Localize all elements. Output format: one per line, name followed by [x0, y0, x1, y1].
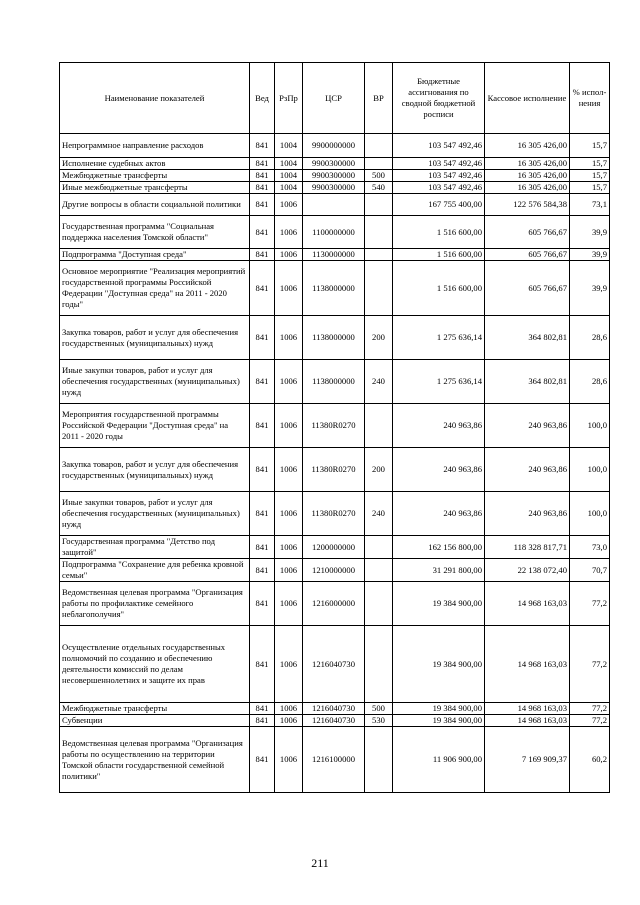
table-row	[60, 182, 610, 194]
page-number: 211	[311, 856, 329, 870]
row-rzpr: 1006	[275, 559, 303, 582]
row-cash-execution: 605 766,67	[485, 216, 570, 249]
row-ved: 841	[250, 582, 275, 626]
row-percent: 73,0	[570, 536, 610, 559]
row-percent: 15,7	[570, 170, 610, 182]
table-row	[60, 582, 610, 626]
row-percent: 100,0	[570, 448, 610, 492]
row-percent: 28,6	[570, 316, 610, 360]
row-assignments: 31 291 800,00	[393, 559, 485, 582]
row-assignments: 1 516 600,00	[393, 261, 485, 316]
row-percent: 39,9	[570, 261, 610, 316]
row-cash-execution: 14 968 163,03	[485, 626, 570, 703]
row-csr: 1216000000	[303, 582, 365, 626]
row-cash-execution: 16 305 426,00	[485, 170, 570, 182]
row-rzpr: 1006	[275, 261, 303, 316]
row-percent: 100,0	[570, 404, 610, 448]
header-rzpr: РзПр	[275, 63, 303, 134]
row-ved: 841	[250, 170, 275, 182]
row-name: Закупка товаров, работ и услуг для обеспечения государственных (муниципальных) нужд	[60, 448, 250, 492]
row-percent: 15,7	[570, 134, 610, 158]
row-cash-execution: 16 305 426,00	[485, 134, 570, 158]
row-name: Государственная программа "Социальная поддержка населения Томской области"	[60, 216, 250, 249]
row-ved: 841	[250, 448, 275, 492]
row-ved: 841	[250, 626, 275, 703]
row-assignments: 19 384 900,00	[393, 703, 485, 715]
row-name: Осуществление отдельных государственных полномочий по созданию и обеспечению деятельности комиссий по делам несовершеннолетних и защите их прав	[60, 626, 250, 703]
row-vr: 530	[365, 715, 393, 727]
row-rzpr: 1004	[275, 158, 303, 170]
row-name: Межбюджетные трансферты	[60, 703, 250, 715]
table-row	[60, 316, 610, 360]
row-ved: 841	[250, 216, 275, 249]
row-ved: 841	[250, 261, 275, 316]
row-name: Иные закупки товаров, работ и услуг для обеспечения государственных (муниципальных) нужд	[60, 360, 250, 404]
header-assignments: Бюджетные ассигнования по сводной бюджетной росписи	[393, 63, 485, 134]
table-row	[60, 216, 610, 249]
table-row	[60, 158, 610, 170]
table-row	[60, 261, 610, 316]
row-assignments: 19 384 900,00	[393, 582, 485, 626]
row-csr: 11380R0270	[303, 404, 365, 448]
row-cash-execution: 14 968 163,03	[485, 582, 570, 626]
row-name: Основное мероприятие "Реализация мероприятий государственной программы Российской Федерации "Доступная среда" на 2011 - 2020 годы"	[60, 261, 250, 316]
row-vr	[365, 261, 393, 316]
row-ved: 841	[250, 703, 275, 715]
row-percent: 77,2	[570, 715, 610, 727]
row-vr: 200	[365, 316, 393, 360]
header-name: Наименование показателей	[60, 63, 250, 134]
row-rzpr: 1004	[275, 134, 303, 158]
row-csr: 1130000000	[303, 249, 365, 261]
row-assignments: 103 547 492,46	[393, 182, 485, 194]
row-name: Субвенции	[60, 715, 250, 727]
row-assignments: 162 156 800,00	[393, 536, 485, 559]
row-assignments: 1 516 600,00	[393, 216, 485, 249]
row-rzpr: 1006	[275, 249, 303, 261]
row-vr	[365, 536, 393, 559]
row-assignments: 1 275 636,14	[393, 360, 485, 404]
row-percent: 60,2	[570, 727, 610, 793]
row-percent: 77,2	[570, 703, 610, 715]
row-vr: 540	[365, 182, 393, 194]
row-csr: 1216040730	[303, 703, 365, 715]
row-vr	[365, 194, 393, 216]
row-vr	[365, 134, 393, 158]
row-rzpr: 1006	[275, 715, 303, 727]
row-ved: 841	[250, 158, 275, 170]
row-assignments: 1 275 636,14	[393, 316, 485, 360]
table-row	[60, 715, 610, 727]
row-assignments: 103 547 492,46	[393, 134, 485, 158]
table-row	[60, 559, 610, 582]
row-percent: 70,7	[570, 559, 610, 582]
row-vr	[365, 158, 393, 170]
row-csr: 1216040730	[303, 626, 365, 703]
row-name: Государственная программа "Детство под защитой"	[60, 536, 250, 559]
row-name: Иные закупки товаров, работ и услуг для обеспечения государственных (муниципальных) нужд	[60, 492, 250, 536]
header-vr: ВР	[365, 63, 393, 134]
row-name: Мероприятия государственной программы Российской Федерации "Доступная среда" на 2011 - 2020 годы	[60, 404, 250, 448]
row-ved: 841	[250, 536, 275, 559]
table-row	[60, 170, 610, 182]
row-percent: 39,9	[570, 216, 610, 249]
row-ved: 841	[250, 194, 275, 216]
row-assignments: 11 906 900,00	[393, 727, 485, 793]
row-ved: 841	[250, 715, 275, 727]
row-ved: 841	[250, 316, 275, 360]
row-vr: 500	[365, 170, 393, 182]
row-csr: 11380R0270	[303, 448, 365, 492]
table-row	[60, 448, 610, 492]
row-rzpr: 1006	[275, 582, 303, 626]
row-vr	[365, 727, 393, 793]
row-assignments: 19 384 900,00	[393, 626, 485, 703]
row-csr: 1138000000	[303, 261, 365, 316]
row-csr: 1200000000	[303, 536, 365, 559]
row-cash-execution: 16 305 426,00	[485, 158, 570, 170]
row-vr	[365, 626, 393, 703]
row-cash-execution: 7 169 909,37	[485, 727, 570, 793]
row-name: Другие вопросы в области социальной политики	[60, 194, 250, 216]
row-assignments: 240 963,86	[393, 448, 485, 492]
row-ved: 841	[250, 360, 275, 404]
row-assignments: 240 963,86	[393, 492, 485, 536]
row-vr	[365, 216, 393, 249]
row-csr: 1138000000	[303, 360, 365, 404]
row-csr: 1216100000	[303, 727, 365, 793]
row-rzpr: 1004	[275, 182, 303, 194]
row-cash-execution: 240 963,86	[485, 404, 570, 448]
row-rzpr: 1006	[275, 448, 303, 492]
row-rzpr: 1006	[275, 316, 303, 360]
row-rzpr: 1006	[275, 626, 303, 703]
row-ved: 841	[250, 727, 275, 793]
table-row	[60, 134, 610, 158]
row-ved: 841	[250, 249, 275, 261]
row-assignments: 1 516 600,00	[393, 249, 485, 261]
row-cash-execution: 16 305 426,00	[485, 182, 570, 194]
row-percent: 28,6	[570, 360, 610, 404]
row-cash-execution: 118 328 817,71	[485, 536, 570, 559]
row-cash-execution: 605 766,67	[485, 249, 570, 261]
row-vr: 240	[365, 492, 393, 536]
row-ved: 841	[250, 134, 275, 158]
row-vr: 500	[365, 703, 393, 715]
row-assignments: 167 755 400,00	[393, 194, 485, 216]
header-csr: ЦСР	[303, 63, 365, 134]
row-percent: 15,7	[570, 158, 610, 170]
row-csr: 9900300000	[303, 182, 365, 194]
budget-table	[59, 62, 610, 793]
row-csr	[303, 194, 365, 216]
row-cash-execution: 240 963,86	[485, 448, 570, 492]
row-cash-execution: 14 968 163,03	[485, 715, 570, 727]
row-percent: 77,2	[570, 626, 610, 703]
table-body	[60, 134, 610, 793]
table-row	[60, 249, 610, 261]
row-rzpr: 1006	[275, 492, 303, 536]
row-name: Подпрограмма "Сохранение для ребенка кровной семьи"	[60, 559, 250, 582]
row-rzpr: 1006	[275, 216, 303, 249]
row-ved: 841	[250, 182, 275, 194]
row-ved: 841	[250, 404, 275, 448]
table-row	[60, 703, 610, 715]
row-rzpr: 1006	[275, 703, 303, 715]
row-rzpr: 1006	[275, 404, 303, 448]
row-csr: 9900000000	[303, 134, 365, 158]
table-header-row	[60, 63, 610, 134]
row-vr	[365, 249, 393, 261]
row-percent: 77,2	[570, 582, 610, 626]
row-vr: 200	[365, 448, 393, 492]
row-cash-execution: 364 802,81	[485, 316, 570, 360]
row-ved: 841	[250, 559, 275, 582]
row-assignments: 103 547 492,46	[393, 158, 485, 170]
row-rzpr: 1006	[275, 360, 303, 404]
table-row	[60, 194, 610, 216]
row-csr: 9900300000	[303, 158, 365, 170]
row-vr	[365, 582, 393, 626]
row-percent: 39,9	[570, 249, 610, 261]
table-row	[60, 536, 610, 559]
row-percent: 15,7	[570, 182, 610, 194]
row-assignments: 103 547 492,46	[393, 170, 485, 182]
row-name: Подпрограмма "Доступная среда"	[60, 249, 250, 261]
row-name: Ведомственная целевая программа "Организация работы по осуществлению на территории Томской области государственной семейной политики"	[60, 727, 250, 793]
row-cash-execution: 605 766,67	[485, 261, 570, 316]
row-cash-execution: 22 138 072,40	[485, 559, 570, 582]
header-percent: % испол-нения	[570, 63, 610, 134]
row-cash-execution: 240 963,86	[485, 492, 570, 536]
header-ved: Вед	[250, 63, 275, 134]
row-name: Межбюджетные трансферты	[60, 170, 250, 182]
row-name: Непрограммное направление расходов	[60, 134, 250, 158]
row-percent: 73,1	[570, 194, 610, 216]
row-cash-execution: 14 968 163,03	[485, 703, 570, 715]
row-csr: 1210000000	[303, 559, 365, 582]
row-rzpr: 1004	[275, 170, 303, 182]
row-cash-execution: 122 576 584,38	[485, 194, 570, 216]
row-vr: 240	[365, 360, 393, 404]
row-csr: 1216040730	[303, 715, 365, 727]
row-rzpr: 1006	[275, 194, 303, 216]
table-row	[60, 404, 610, 448]
row-assignments: 19 384 900,00	[393, 715, 485, 727]
row-name: Иные межбюджетные трансферты	[60, 182, 250, 194]
row-ved: 841	[250, 492, 275, 536]
row-cash-execution: 364 802,81	[485, 360, 570, 404]
row-rzpr: 1006	[275, 536, 303, 559]
row-percent: 100,0	[570, 492, 610, 536]
row-vr	[365, 404, 393, 448]
table-row	[60, 626, 610, 703]
table-row	[60, 727, 610, 793]
row-assignments: 240 963,86	[393, 404, 485, 448]
header-cash-execution: Кассовое исполнение	[485, 63, 570, 134]
row-csr: 9900300000	[303, 170, 365, 182]
row-name: Закупка товаров, работ и услуг для обеспечения государственных (муниципальных) нужд	[60, 316, 250, 360]
row-vr	[365, 559, 393, 582]
row-rzpr: 1006	[275, 727, 303, 793]
row-csr: 11380R0270	[303, 492, 365, 536]
table-row	[60, 360, 610, 404]
row-name: Ведомственная целевая программа "Организация работы по профилактике семейного неблагополучия"	[60, 582, 250, 626]
row-name: Исполнение судебных актов	[60, 158, 250, 170]
row-csr: 1138000000	[303, 316, 365, 360]
table-row	[60, 492, 610, 536]
row-csr: 1100000000	[303, 216, 365, 249]
